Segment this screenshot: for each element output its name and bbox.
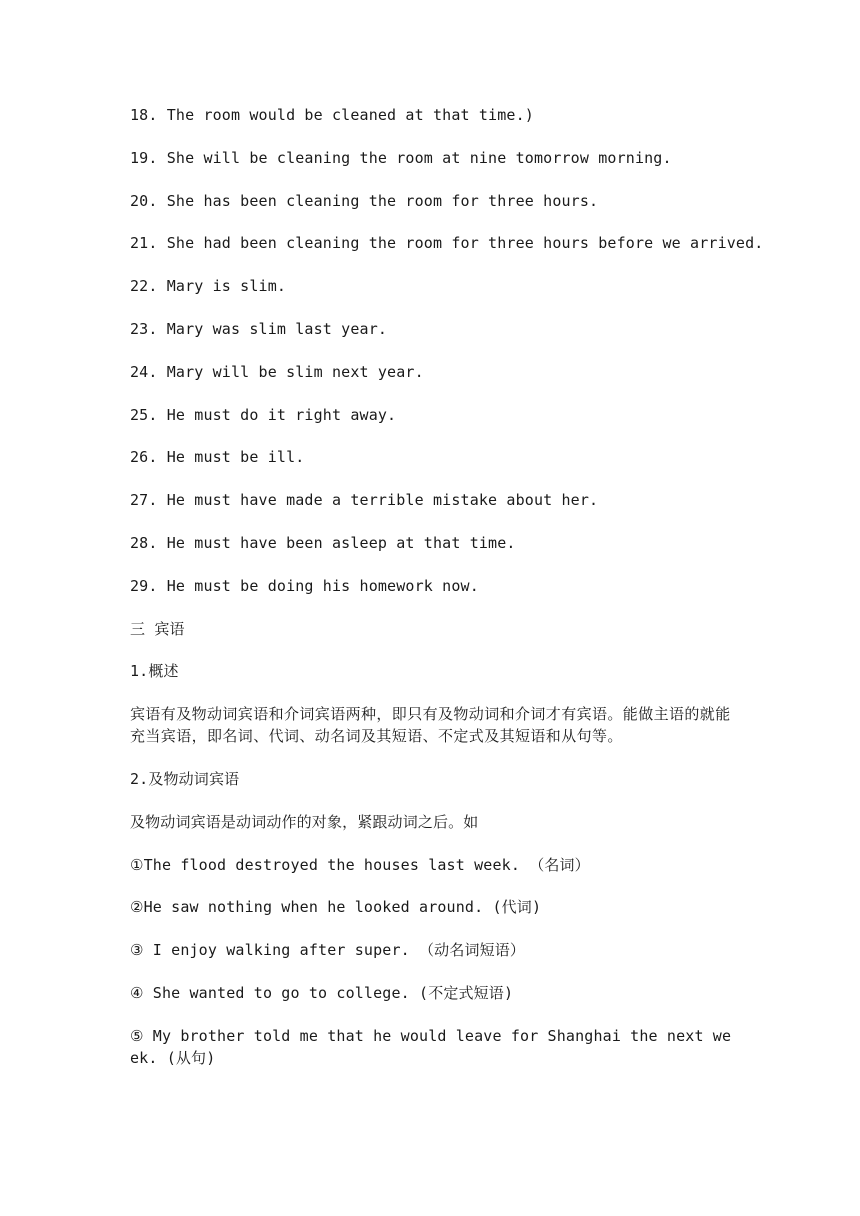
intro-text: 及物动词宾语是动词动作的对象，紧跟动词之后。如 [130, 812, 479, 831]
section-heading-object: 三 宾语 [130, 619, 185, 638]
document-page [130, 104, 764, 1090]
sentence-27: 27. He must have made a terrible mistake about her. [130, 491, 599, 510]
example-5: ⑤ My brother told me that he would leave for Shanghai the next week. (从句) [130, 1026, 732, 1067]
sentence-20: 20. She has been cleaning the room for three hours. [130, 191, 599, 210]
sentence-24: 24. Mary will be slim next year. [130, 362, 424, 381]
sentence-29: 29. He must be doing his homework now. [130, 576, 479, 595]
sentence-19: 19. She will be cleaning the room at nine tomorrow morning. [130, 148, 672, 167]
sentence-28: 28. He must have been asleep at that time. [130, 533, 516, 552]
overview-paragraph: 宾语有及物动词宾语和介词宾语两种，即只有及物动词和介词才有宾语。能做主语的就能充当宾语，即名词、代词、动名词及其短语、不定式及其短语和从句等。 [130, 705, 731, 746]
sentence-22: 22. Mary is slim. [130, 277, 287, 296]
example-1: ①The flood destroyed the houses last week. （名词） [130, 855, 590, 874]
example-3: ③ I enjoy walking after super. （动名词短语） [130, 941, 526, 960]
sentence-21: 21. She had been cleaning the room for three hours before we arrived. [130, 234, 764, 253]
sentence-26: 26. He must be ill. [130, 448, 305, 467]
example-4: ④ She wanted to go to college. (不定式短语) [130, 983, 514, 1002]
sentence-25: 25. He must do it right away. [130, 405, 397, 424]
example-2: ②He saw nothing when he looked around. (代词) [130, 898, 542, 917]
subheading-transitive-verb-object: 2.及物动词宾语 [130, 769, 240, 788]
sentence-18: 18. The room would be cleaned at that time.) [130, 106, 534, 124]
subheading-overview: 1.概述 [130, 662, 179, 681]
sentence-23: 23. Mary was slim last year. [130, 319, 388, 338]
